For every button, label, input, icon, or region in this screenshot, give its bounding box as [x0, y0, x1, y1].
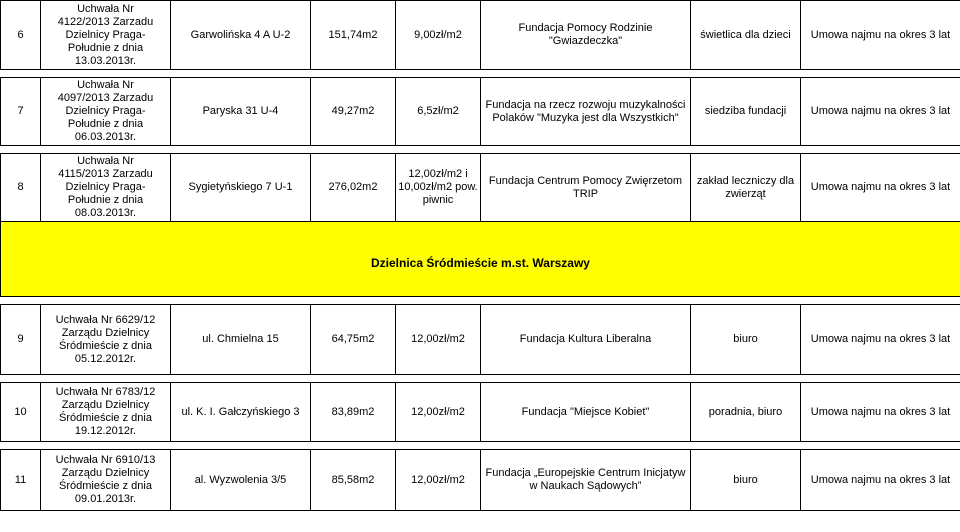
- rate-cell: 9,00zł/m2: [396, 1, 481, 70]
- section-title: Dzielnica Śródmieście m.st. Warszawy: [1, 222, 960, 297]
- purpose-cell: siedziba fundacji: [691, 78, 801, 146]
- rate-cell: 12,00zł/m2 i 10,00zł/m2 pow. piwnic: [396, 154, 481, 222]
- resolution-cell: Uchwała Nr 6910/13 Zarządu Dzielnicy Śródmieście z dnia 09.01.2013r.: [41, 450, 171, 511]
- tenant-cell: Fundacja Kultura Liberalna: [481, 305, 691, 375]
- row-spacer: [1, 297, 960, 305]
- row-number: 10: [1, 383, 41, 442]
- row-spacer: [1, 70, 960, 78]
- purpose-cell: świetlica dla dzieci: [691, 1, 801, 70]
- address-cell: Sygietyńskiego 7 U-1: [171, 154, 311, 222]
- tenant-cell: Fundacja "Miejsce Kobiet": [481, 383, 691, 442]
- address-cell: ul. Chmielna 15: [171, 305, 311, 375]
- resolution-cell: Uchwała Nr 4115/2013 Zarzadu Dzielnicy Praga- Południe z dnia 08.03.2013r.: [41, 154, 171, 222]
- area-cell: 49,27m2: [311, 78, 396, 146]
- tenant-cell: Fundacja Pomocy Rodzinie "Gwiazdeczka": [481, 1, 691, 70]
- tenant-cell: Fundacja „Europejskie Centrum Inicjatyw w Naukach Sądowych”: [481, 450, 691, 511]
- rate-cell: 12,00zł/m2: [396, 383, 481, 442]
- contract-cell: Umowa najmu na okres 3 lat: [801, 450, 960, 511]
- address-cell: Garwolińska 4 A U-2: [171, 1, 311, 70]
- purpose-cell: biuro: [691, 305, 801, 375]
- row-spacer: [1, 375, 960, 383]
- address-cell: ul. K. I. Gałczyńskiego 3: [171, 383, 311, 442]
- table-row: [1, 78, 960, 146]
- contract-cell: Umowa najmu na okres 3 lat: [801, 383, 960, 442]
- purpose-cell: poradnia, biuro: [691, 383, 801, 442]
- row-number: 9: [1, 305, 41, 375]
- row-spacer: [1, 442, 960, 450]
- district-section-header: [1, 222, 960, 297]
- rate-cell: 6,5zł/m2: [396, 78, 481, 146]
- rate-cell: 12,00zł/m2: [396, 450, 481, 511]
- rate-cell: 12,00zł/m2: [396, 305, 481, 375]
- area-cell: 151,74m2: [311, 1, 396, 70]
- resolution-cell: Uchwała Nr 4097/2013 Zarzadu Dzielnicy Praga- Południe z dnia 06.03.2013r.: [41, 78, 171, 146]
- table-row: [1, 1, 960, 70]
- contract-cell: Umowa najmu na okres 3 lat: [801, 78, 960, 146]
- row-number: 6: [1, 1, 41, 70]
- purpose-cell: biuro: [691, 450, 801, 511]
- row-number: 11: [1, 450, 41, 511]
- resolution-cell: Uchwała Nr 6783/12 Zarządu Dzielnicy Śródmieście z dnia 19.12.2012r.: [41, 383, 171, 442]
- table-row: [1, 450, 960, 511]
- tenant-cell: Fundacja na rzecz rozwoju muzykalności Polaków "Muzyka jest dla Wszystkich": [481, 78, 691, 146]
- table-row: [1, 383, 960, 442]
- purpose-cell: zakład leczniczy dla zwierząt: [691, 154, 801, 222]
- resolution-cell: Uchwała Nr 6629/12 Zarządu Dzielnicy Śródmieście z dnia 05.12.2012r.: [41, 305, 171, 375]
- row-spacer: [1, 146, 960, 154]
- area-cell: 83,89m2: [311, 383, 396, 442]
- area-cell: 64,75m2: [311, 305, 396, 375]
- contract-cell: Umowa najmu na okres 3 lat: [801, 305, 960, 375]
- contract-cell: Umowa najmu na okres 3 lat: [801, 1, 960, 70]
- row-number: 7: [1, 78, 41, 146]
- row-number: 8: [1, 154, 41, 222]
- resolution-cell: Uchwała Nr 4122/2013 Zarzadu Dzielnicy Praga- Południe z dnia 13.03.2013r.: [41, 1, 171, 70]
- address-cell: al. Wyzwolenia 3/5: [171, 450, 311, 511]
- tenant-cell: Fundacja Centrum Pomocy Zwięrzetom TRIP: [481, 154, 691, 222]
- area-cell: 85,58m2: [311, 450, 396, 511]
- address-cell: Paryska 31 U-4: [171, 78, 311, 146]
- table-row: [1, 154, 960, 222]
- table-row: [1, 305, 960, 375]
- area-cell: 276,02m2: [311, 154, 396, 222]
- contract-cell: Umowa najmu na okres 3 lat: [801, 154, 960, 222]
